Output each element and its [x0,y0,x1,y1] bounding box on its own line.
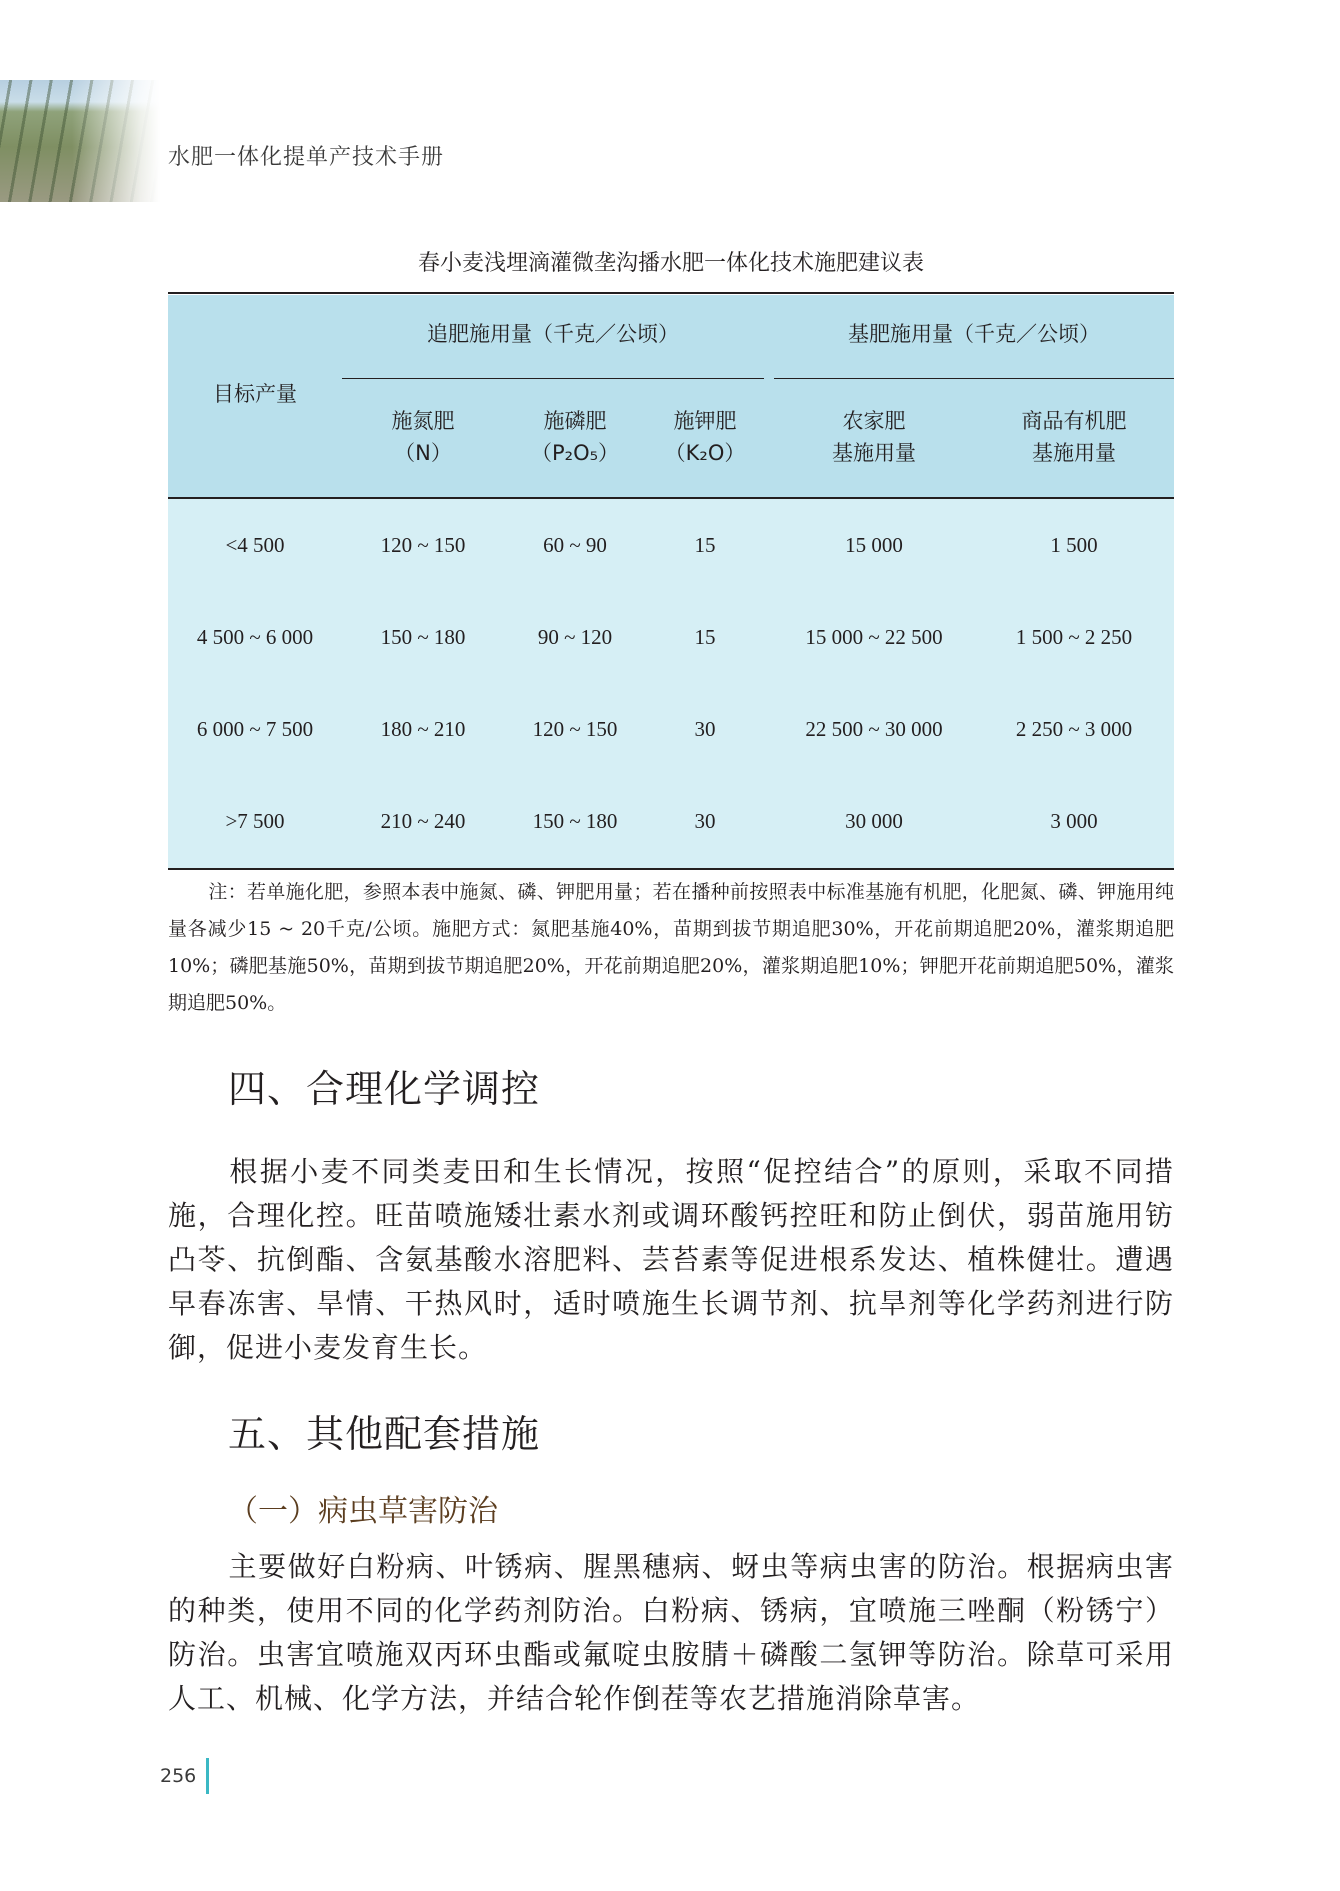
header-potassium: 施钾肥 （K₂O） [664,409,746,465]
table-cell: 4 500 ~ 6 000 [196,625,314,649]
table-cell: 2 250 ~ 3 000 [1015,717,1133,741]
table-cell: 180 ~ 210 [380,717,466,741]
table-cell: 15 000 ~ 22 500 [805,625,943,649]
table-cell: 1 500 [1050,533,1098,557]
section-heading-4: 四、合理化学调控 [228,1067,541,1111]
fertilizer-table [168,292,1174,870]
table-cell: 3 000 [1050,809,1098,833]
table-cell: 120 ~ 150 [380,533,466,557]
topdress-group-rule [342,378,764,379]
table-cell: 22 500 ~ 30 000 [805,717,943,741]
table-cell: 1 500 ~ 2 250 [1015,625,1133,649]
table-header-rule [168,497,1174,499]
table-top-rule [168,292,1174,294]
table-cell: 150 ~ 180 [532,809,618,833]
pest-control-paragraph: 主要做好白粉病、叶锈病、腥黑穗病、蚜虫等病虫害的防治。根据病虫害的种类，使用不同的化学药剂防治。白粉病、锈病，宜喷施三唑酮（粉锈宁）防治。虫害宜喷施双丙环虫酯或氟啶虫胺腈＋磷酸二氢钾等防治。除草可采用人工、机械、化学方法，并结合轮作倒茬等农艺措施消除草害。 [168,1550,1174,1715]
table-cell: 30 000 [845,809,903,833]
header-phosphorus: 施磷肥 （P₂O₅） [530,409,620,465]
table-cell: 120 ~ 150 [532,717,618,741]
header-topdress-group: 追肥施用量（千克／公顷） [427,322,679,346]
table-cell: 30 [694,809,716,833]
table-note: 注：若单施化肥，参照本表中施氮、磷、钾肥用量；若在播种前按照表中标准基施有机肥，化肥氮、磷、钾施用纯量各减少15 ~ 20千克/公顷。施肥方式：氮肥基施40%，苗期到拔节期追肥30%，开花前期追肥20%，灌浆期追肥10%；磷肥基施50%，苗期到拔节期追肥20%，开花前期追肥20%，灌浆期追肥10%；钾肥开花前期追肥50%，灌浆期追肥50%。 [168,881,1174,1014]
table-title: 春小麦浅埋滴灌微垄沟播水肥一体化技术施肥建议表 [417,251,924,276]
section-4-paragraph: 根据小麦不同类麦田和生长情况，按照“促控结合”的原则，采取不同措施，合理化控。旺苗喷施矮壮素水剂或调环酸钙控旺和防止倒伏，弱苗施用钫凸苓、抗倒酯、含氨基酸水溶肥料、芸苔素等促进根系发达、植株健壮。遭遇早春冻害、旱情、干热风时，适时喷施生长调节剂、抗旱剂等化学药剂进行防御，促进小麦发育生长。 [168,1155,1174,1364]
running-header: 水肥一体化提单产技术手册 [168,145,445,170]
basal-group-rule [774,378,1174,379]
header-farmyard-manure: 农家肥 基施用量 [832,409,916,465]
table-cell: 30 [694,717,716,741]
table-cell: <4 500 [225,533,285,557]
field-photo-corner [0,80,160,202]
table-cell: 150 ~ 180 [380,625,466,649]
header-commercial-organic: 商品有机肥 基施用量 [1021,409,1127,465]
table-cell: 60 ~ 90 [543,533,607,557]
table-cell: 6 000 ~ 7 500 [196,717,314,741]
table-bottom-rule [168,868,1174,870]
table-cell: 15 000 [845,533,903,557]
table-cell: 15 [694,625,716,649]
table-cell: 15 [694,533,716,557]
header-nitrogen: 施氮肥 （N） [391,409,455,465]
page-number: 256 [160,1765,197,1787]
header-basal-group: 基肥施用量（千克／公顷） [848,322,1100,346]
table-cell: 90 ~ 120 [537,625,613,649]
page-number-bar [206,1758,209,1794]
table-cell: >7 500 [225,809,285,833]
header-target-yield: 目标产量 [213,382,297,406]
table-cell: 210 ~ 240 [380,809,466,833]
section-heading-5: 五、其他配套措施 [228,1412,541,1456]
subsection-heading-pest-control: （一）病虫草害防治 [228,1494,498,1529]
